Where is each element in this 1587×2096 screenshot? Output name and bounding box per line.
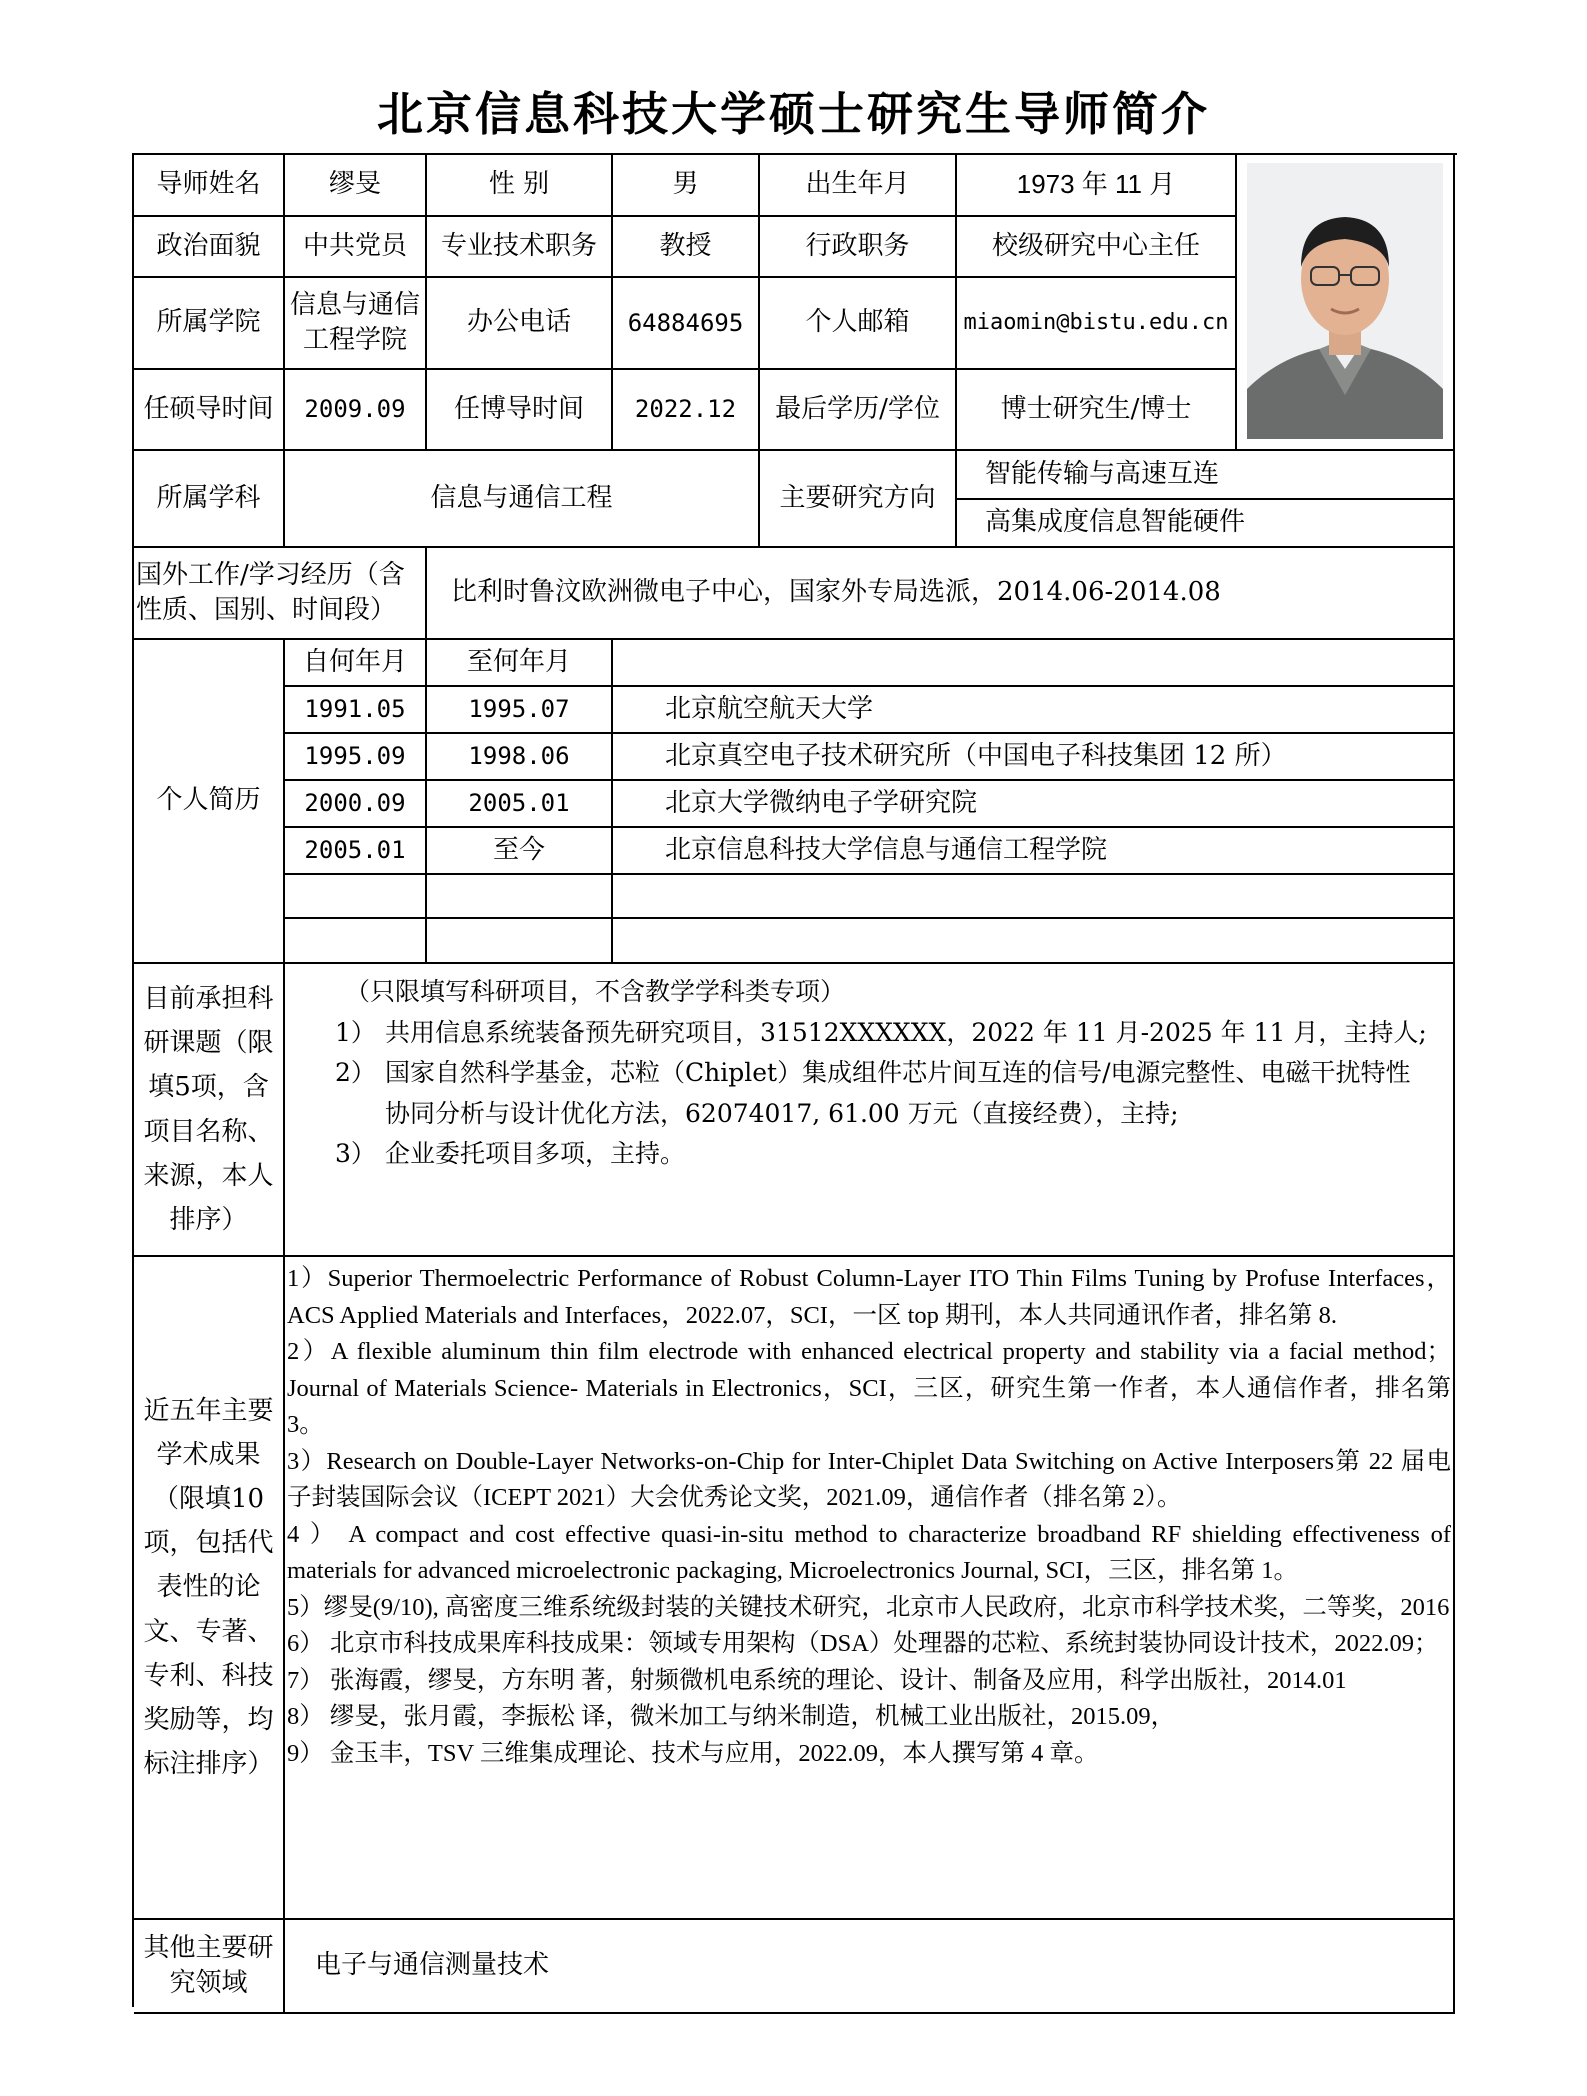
resume-to: 至今 bbox=[427, 828, 613, 875]
portrait-photo bbox=[1237, 155, 1455, 451]
achievement-item: 1）Superior Thermoelectric Performance of Robust Column-Layer ITO Thin Films Tuning by Profuse Interfaces，ACS Applied Materials and Interfaces，2022.07，SCI，一区 top 期刊，本人共同通讯作者，排名第 8. bbox=[287, 1265, 1451, 1329]
political-value: 中共党员 bbox=[285, 217, 427, 278]
email-label: 个人邮箱 bbox=[760, 278, 957, 370]
admin-label: 行政职务 bbox=[760, 217, 957, 278]
research-label: 主要研究方向 bbox=[760, 451, 957, 548]
research-direction-item: 智能传输与高速互连 bbox=[957, 451, 1453, 500]
page-title: 北京信息科技大学硕士研究生导师简介 bbox=[377, 87, 1210, 141]
phone-label: 办公电话 bbox=[427, 278, 613, 370]
resume-empty-cell bbox=[613, 875, 1455, 919]
admin-value: 校级研究中心主任 bbox=[957, 217, 1237, 278]
resume-to: 2005.01 bbox=[427, 781, 613, 828]
degree-value: 博士研究生/博士 bbox=[957, 370, 1237, 451]
college-label: 所属学院 bbox=[134, 278, 285, 370]
political-label: 政治面貌 bbox=[134, 217, 285, 278]
achievement-item: 5）缪旻(9/10), 高密度三维系统级封装的关键技术研究，北京市人民政府，北京市科学技术奖，二等奖，2016 bbox=[287, 1593, 1450, 1621]
resume-empty-cell bbox=[427, 875, 613, 919]
title-label: 专业技术职务 bbox=[427, 217, 613, 278]
phd-time-value: 2022.12 bbox=[613, 370, 760, 451]
abroad-value: 比利时鲁汶欧洲微电子中心，国家外专局选派，2014.06-2014.08 bbox=[427, 548, 1455, 640]
projects-content bbox=[285, 964, 1455, 1257]
master-time-label: 任硕导时间 bbox=[134, 370, 285, 451]
resume-org: 北京信息科技大学信息与通信工程学院 bbox=[613, 828, 1455, 875]
discipline-value: 信息与通信工程 bbox=[285, 451, 760, 548]
profile-table bbox=[132, 153, 1457, 2007]
other-value: 电子与通信测量技术 bbox=[285, 1920, 1455, 2014]
resume-org-header bbox=[613, 640, 1455, 687]
phone-value: 64884695 bbox=[613, 278, 760, 370]
achievements-label: 近五年主要学术成果（限填10项，包括代表性的论文、专著、专利、科技奖励等，均标注排序） bbox=[134, 1257, 285, 1920]
name-value: 缪旻 bbox=[285, 155, 427, 217]
resume-from: 1991.05 bbox=[285, 687, 427, 734]
college-value: 信息与通信工程学院 bbox=[285, 278, 427, 370]
resume-to: 1998.06 bbox=[427, 734, 613, 781]
achievement-item: 4 ） A compact and cost effective quasi-in-situ method to characterize broadband RF shielding effectiveness of materials for advanced microelectronic packaging, Microelectronics Journal, SCI，三区，排名第 1。 bbox=[287, 1520, 1451, 1584]
resume-to: 1995.07 bbox=[427, 687, 613, 734]
achievement-item: 8） 缪旻，张月霞，李振松 译，微米加工与纳米制造，机械工业出版社，2015.09， bbox=[287, 1703, 1176, 1730]
project-item: 3） 企业委托项目多项，主持。 bbox=[335, 1139, 686, 1168]
research-directions bbox=[957, 451, 1455, 548]
project-item: 1） 共用信息系统装备预先研究项目，31512XXXXXX，2022 年 11 月-2025 年 11 月，主持人; bbox=[335, 1017, 1427, 1047]
phd-time-label: 任博导时间 bbox=[427, 370, 613, 451]
name-label: 导师姓名 bbox=[134, 155, 285, 217]
achievements-content bbox=[285, 1257, 1455, 1920]
gender-value: 男 bbox=[613, 155, 760, 217]
projects-note: （只限填写科研项目，不含教学学科类专项） bbox=[345, 977, 846, 1006]
gender-label: 性 别 bbox=[427, 155, 613, 217]
resume-empty-cell bbox=[285, 875, 427, 919]
project-item: 2） 国家自然科学基金，芯粒（Chiplet）集成组件芯片间互连的信号/电源完整性、电磁干扰特性协同分析与设计优化方法，62074017, 61.00 万元（直接经费），主持; bbox=[335, 1058, 1411, 1128]
birth-value: 1973 年 11 月 bbox=[957, 155, 1237, 217]
resume-empty-cell bbox=[613, 919, 1455, 964]
resume-org: 北京真空电子技术研究所（中国电子科技集团 12 所） bbox=[613, 734, 1455, 781]
other-label: 其他主要研究领域 bbox=[134, 1920, 285, 2014]
resume-empty-cell bbox=[285, 919, 427, 964]
resume-org: 北京航空航天大学 bbox=[613, 687, 1455, 734]
title-value: 教授 bbox=[613, 217, 760, 278]
research-direction-item: 高集成度信息智能硬件 bbox=[985, 507, 1246, 538]
resume-from-header: 自何年月 bbox=[285, 640, 427, 687]
degree-label: 最后学历/学位 bbox=[760, 370, 957, 451]
portrait-image bbox=[1247, 163, 1443, 439]
achievement-item: 7） 张海霞，缪旻，方东明 著，射频微机电系统的理论、设计、制备及应用，科学出版社，2014.01 bbox=[287, 1666, 1347, 1694]
achievement-item: 6） 北京市科技成果库科技成果：领域专用架构（DSA）处理器的芯粒、系统封装协同设计技术，2022.09； bbox=[287, 1630, 1439, 1657]
birth-label: 出生年月 bbox=[760, 155, 957, 217]
resume-from: 2000.09 bbox=[285, 781, 427, 828]
achievement-item: 3）Research on Double-Layer Networks-on-Chip for Inter-Chiplet Data Switching on Active Interposers第 22 届电子封装国际会议（ICEPT 2021）大会优秀论文奖，2021.09，通信作者（排名第 2）。 bbox=[287, 1447, 1451, 1511]
resume-empty-cell bbox=[427, 919, 613, 964]
resume-from: 2005.01 bbox=[285, 828, 427, 875]
discipline-label: 所属学科 bbox=[134, 451, 285, 548]
achievement-item: 9） 金玉丰，TSV 三维集成理论、技术与应用，2022.09，本人撰写第 4 章。 bbox=[287, 1739, 1099, 1767]
abroad-label: 国外工作/学习经历（含性质、国别、时间段） bbox=[134, 548, 427, 640]
resume-org: 北京大学微纳电子学研究院 bbox=[613, 781, 1455, 828]
email-value: miaomin@bistu.edu.cn bbox=[957, 278, 1237, 370]
resume-to-header: 至何年月 bbox=[427, 640, 613, 687]
master-time-value: 2009.09 bbox=[285, 370, 427, 451]
resume-label: 个人简历 bbox=[134, 640, 285, 964]
projects-label: 目前承担科研课题（限填5项，含项目名称、来源，本人排序） bbox=[134, 964, 285, 1257]
resume-from: 1995.09 bbox=[285, 734, 427, 781]
achievement-item: 2）A flexible aluminum thin film electrode with enhanced electrical property and stability via a facial method；Journal of Materials Science- Materials in Electronics，SCI，三区，研究生第一作者，本人通信作者，排名第 3。 bbox=[287, 1338, 1451, 1438]
